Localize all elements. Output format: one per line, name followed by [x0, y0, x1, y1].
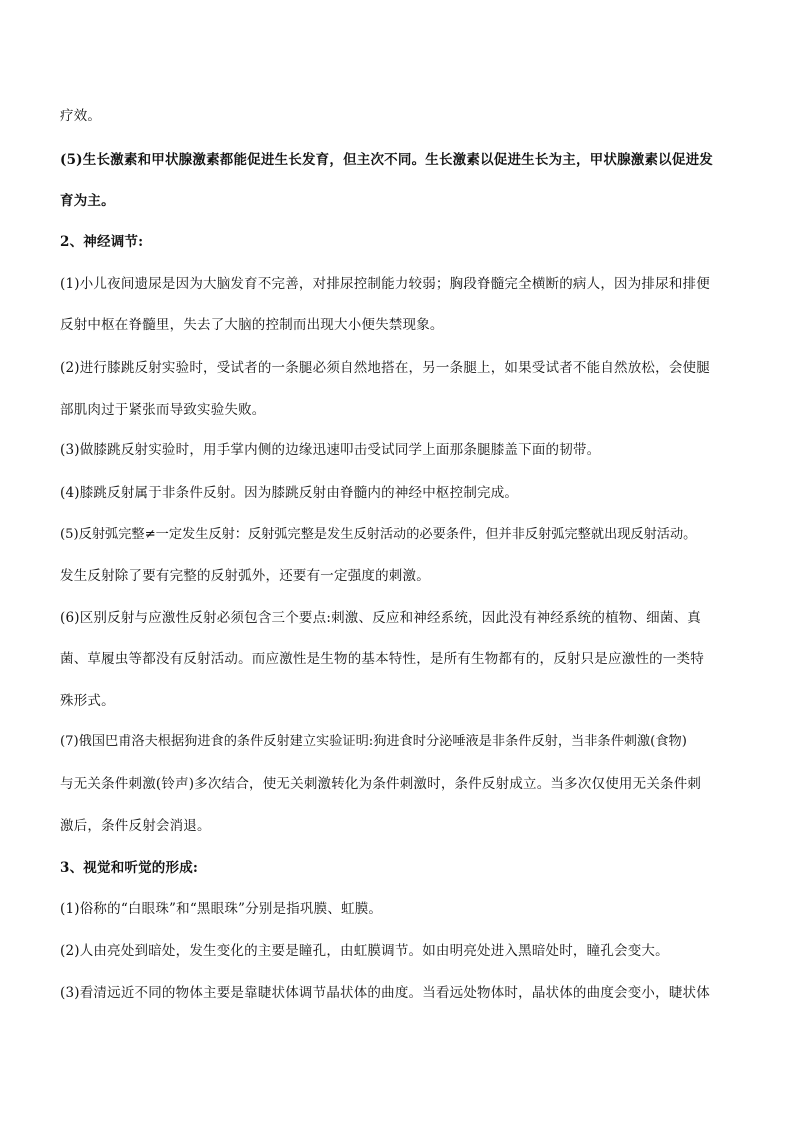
text-line: 激后，条件反射会消退。 [60, 818, 211, 834]
text-line: 与无关条件刺激(铃声)多次结合，使无关刺激转化为条件刺激时，条件反射成立。当多次仅使用无关条件刺 [60, 776, 702, 792]
text-line: 疗效。 [60, 108, 102, 124]
text-line: (5)生长激素和甲状腺激素都能促进生长发育，但主次不同。生长激素以促进生长为主，甲状腺激素以促进发 [60, 152, 713, 168]
text-line: (4)膝跳反射属于非条件反射。因为膝跳反射由脊髓内的神经中枢控制完成。 [60, 485, 519, 501]
text-line: (3)做膝跳反射实验时，用手掌内侧的边缘迅速叩击受试同学上面那条腿膝盖下面的韧带。 [60, 442, 601, 458]
text-line: (1)俗称的“白眼珠”和“黑眼珠”分别是指巩膜、虹膜。 [60, 901, 383, 917]
section-heading: 3、视觉和听觉的形成: [60, 860, 199, 876]
text-line: (2)进行膝跳反射实验时，受试者的一条腿必须自然地搭在，另一条腿上，如果受试者不能自然放松，会使腿 [60, 360, 710, 376]
text-line: 部肌肉过于紧张而导致实验失败。 [60, 402, 266, 418]
section-heading: 2、神经调节: [60, 234, 144, 250]
text-line: 育为主。 [60, 193, 115, 209]
text-line: (7)俄国巴甫洛夫根据狗进食的条件反射建立实验证明:狗进食时分泌唾液是非条件反射，当非条件刺激(食物) [60, 734, 687, 749]
text-line: 殊形式。 [60, 693, 115, 709]
text-line: 发生反射除了要有完整的反射弧外，还要有一定强度的刺激。 [60, 568, 430, 584]
text-line: (2)人由亮处到暗处，发生变化的主要是瞳孔，由虹膜调节。如由明亮处进入黑暗处时，瞳孔会变大。 [60, 943, 669, 959]
text-line: 菌、草履虫等都没有反射活动。而应激性是生物的基本特性，是所有生物都有的，反射只是应激性的一类特 [60, 651, 704, 667]
text-line: (6)区别反射与应激性反射必须包含三个要点:刺激、反应和神经系统，因此没有神经系统的植物、细菌、真 [60, 610, 701, 626]
text-line: (5)反射弧完整≠一定发生反射：反射弧完整是发生反射活动的必要条件，但并非反射弧完整就出现反射活动。 [60, 527, 697, 542]
text-line: (1)小儿夜间遗尿是因为大脑发育不完善，对排尿控制能力较弱；胸段脊髓完全横断的病人，因为排尿和排便 [60, 276, 710, 292]
text-line: (3)看清远近不同的物体主要是靠睫状体调节晶状体的曲度。当看远处物体时，晶状体的曲度会变小，睫状体 [60, 985, 710, 1001]
text-line: 反射中枢在脊髓里，失去了大脑的控制而出现大小便失禁现象。 [60, 317, 444, 333]
